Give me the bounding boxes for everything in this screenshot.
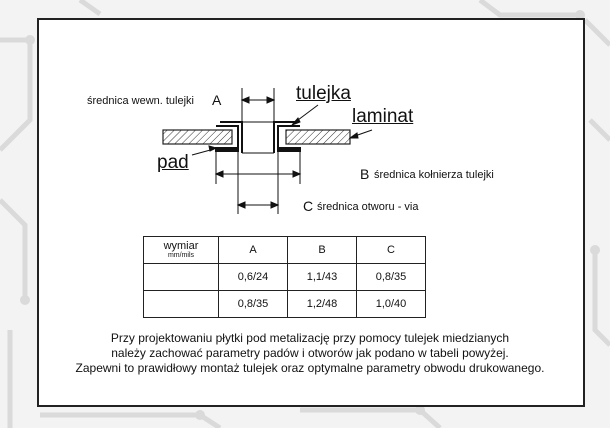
header-wymiar: wymiar — [163, 239, 199, 252]
label-laminat: laminat — [352, 106, 414, 127]
header-units: mm/mils — [167, 251, 195, 259]
laminate-board — [163, 130, 350, 144]
table-cell: 1,1/43 — [288, 264, 357, 291]
table-cell: 0,8/35 — [219, 291, 288, 318]
label-a-description: średnica wewn. tulejki — [87, 95, 194, 107]
column-header-a: A — [219, 237, 288, 264]
label-b: B — [360, 166, 370, 182]
column-header-b: B — [288, 237, 357, 264]
table-cell: 0,6/24 — [219, 264, 288, 291]
table-header-row — [144, 237, 426, 264]
dimension-A — [242, 88, 274, 122]
row-label-cell — [144, 264, 219, 291]
table-row — [144, 264, 426, 291]
table-cell: 1,0/40 — [357, 291, 426, 318]
table-cell: 1,2/48 — [288, 291, 357, 318]
table-row — [144, 291, 426, 318]
label-b-description: średnica kołnierza tulejki — [374, 169, 494, 181]
label-tulejka: tulejka — [296, 83, 351, 104]
leader-tulejka — [292, 105, 318, 125]
leader-laminat — [350, 130, 372, 138]
table-cell: 0,8/35 — [357, 264, 426, 291]
note-line-1: Przy projektowaniu płytki pod metalizację przy pomocy tulejek miedzianych — [110, 331, 510, 345]
label-pad: pad — [157, 152, 189, 173]
dimension-C — [238, 152, 278, 214]
note-line-2: należy zachować parametry padów i otworów jak podano w tabeli powyżej. — [111, 346, 509, 360]
leader-pad — [192, 146, 216, 155]
dimension-B — [216, 150, 300, 184]
label-c-description: średnica otworu - via — [317, 201, 419, 213]
instruction-note — [55, 331, 565, 376]
label-c: C — [303, 198, 314, 214]
note-line-3: Zapewni to prawidłowy montaż tulejek oraz optymalne parametry obwodu drukowanego. — [75, 361, 545, 375]
header-cell-wymiar — [144, 237, 219, 264]
dimensions-table — [143, 236, 426, 318]
column-header-c: C — [357, 237, 426, 264]
label-a: A — [212, 92, 222, 108]
row-label-cell — [144, 291, 219, 318]
